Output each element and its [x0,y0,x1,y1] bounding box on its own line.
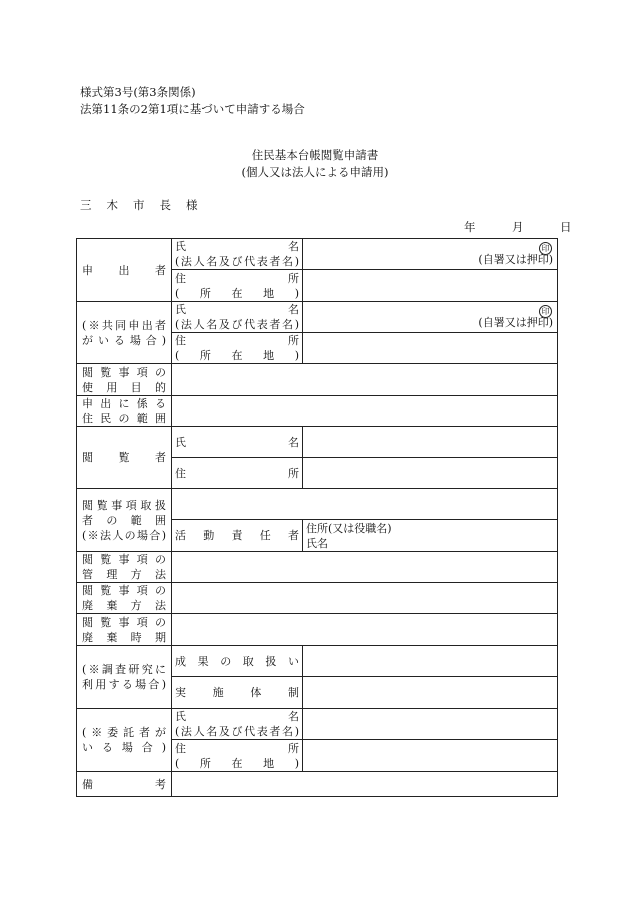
handler-label-2: 者の範囲 [82,513,166,527]
remarks-label: 備考 [82,777,166,791]
form-number: 様式第3号(第3条関係) [80,85,196,99]
name-label: 氏名 [175,435,299,449]
system-field[interactable] [303,677,558,709]
results-label-cell [172,646,303,677]
address-sublabel: (所在地) [175,756,299,770]
range-label-cell [77,396,172,427]
research-label-2: 利用する場合) [82,678,166,691]
address-label: 住所 [175,466,299,480]
addressee: 三木市長様 [80,198,213,212]
consign-name-field[interactable] [303,709,558,740]
viewer-label: 閲覧者 [82,451,166,464]
viewer-address-field[interactable] [303,458,558,489]
responsible-label-cell [172,520,303,552]
applicant-label-cell [77,239,172,302]
purpose-label-cell [77,364,172,396]
results-label: 成果の取扱い [175,654,299,668]
date-line [464,219,572,235]
address-sublabel: (所在地) [175,349,299,362]
consign-address-field[interactable] [303,740,558,772]
date-year-label: 年 [464,220,476,234]
dispose-time-label-1: 閲覧事項の [82,615,166,629]
co-applicant-name-label-cell [172,302,303,333]
responsible-field[interactable] [303,520,558,552]
manage-label-2: 管理方法 [82,568,166,581]
consign-label-cell [77,709,172,772]
date-day-label: 日 [560,220,572,234]
applicant-label: 申出者 [82,263,166,277]
dispose-label-2: 廃棄方法 [82,599,166,612]
consign-name-label-cell [172,709,303,740]
consign-address-label-cell [172,740,303,772]
responsible-address-label: 住所(又は役職名) [306,521,392,535]
viewer-name-label-cell [172,427,303,458]
date-month-label: 月 [512,220,524,234]
address-label: 住所 [175,271,299,285]
handler-label-1: 閲覧事項取扱 [82,498,166,512]
co-applicant-address-field[interactable] [303,333,558,364]
dispose-time-label-cell [77,614,172,646]
remarks-field[interactable] [172,772,558,797]
applicant-name-field[interactable] [303,239,558,270]
sign-note: (自署又は押印) [478,316,553,329]
name-sublabel: (法人名及び代表者名) [175,725,299,738]
system-label-cell [172,677,303,709]
responsible-name-label: 氏名 [306,536,328,550]
manage-label-1: 閲覧事項の [82,553,166,566]
co-applicant-address-label-cell [172,333,303,364]
range-label-2: 住民の範囲 [82,412,166,425]
applicant-address-label-cell [172,270,303,302]
co-applicant-label-cell [77,302,172,364]
research-label-1: (※調査研究に [82,663,166,676]
dispose-label-1: 閲覧事項の [82,584,166,597]
manage-field[interactable] [172,552,558,583]
form-title: 住民基本台帳閲覧申請書 [251,148,379,162]
range-field[interactable] [172,396,558,427]
address-label: 住所 [175,741,299,755]
seal-icon: 印 [539,305,552,318]
legal-basis: 法第11条の2第1項に基づいて申請する場合 [80,102,305,116]
handler-label-3: (※法人の場合) [82,528,166,542]
viewer-label-cell [77,427,172,489]
purpose-label-1: 閲覧事項の [82,365,166,379]
handler-field[interactable] [172,489,558,520]
co-applicant-name-field[interactable] [303,302,558,333]
seal-icon: 印 [539,242,552,255]
responsible-label: 活動責任者 [175,529,299,542]
applicant-address-field[interactable] [303,270,558,302]
handler-label-cell [77,489,172,552]
applicant-name-label-cell [172,239,303,270]
manage-label-cell [77,552,172,583]
purpose-label-2: 使用目的 [82,380,166,394]
name-label: 氏名 [175,303,299,316]
viewer-name-field[interactable] [303,427,558,458]
co-applicant-label-2: がいる場合) [82,333,166,347]
consign-label-2: いる場合) [82,741,166,754]
address-sublabel: (所在地) [175,286,299,300]
form-subtitle: (個人又は法人による申請用) [241,165,389,179]
system-label: 実施体制 [175,686,299,699]
co-applicant-label-1: (※共同申出者 [82,318,166,332]
name-label: 氏名 [175,240,299,253]
dispose-label-cell [77,583,172,614]
results-field[interactable] [303,646,558,677]
remarks-label-cell [77,772,172,797]
dispose-field[interactable] [172,583,558,614]
dispose-time-field[interactable] [172,614,558,646]
name-label: 氏名 [175,710,299,723]
range-label-1: 申出に係る [82,397,166,410]
address-label: 住所 [175,334,299,347]
viewer-address-label-cell [172,458,303,489]
name-sublabel: (法人名及び代表者名) [175,255,299,268]
application-table [76,238,558,797]
dispose-time-label-2: 廃棄時期 [82,630,166,644]
name-sublabel: (法人名及び代表者名) [175,318,299,331]
research-label-cell [77,646,172,709]
sign-note: (自署又は押印) [478,253,553,266]
consign-label-1: (※委託者が [82,726,166,739]
purpose-field[interactable] [172,364,558,396]
